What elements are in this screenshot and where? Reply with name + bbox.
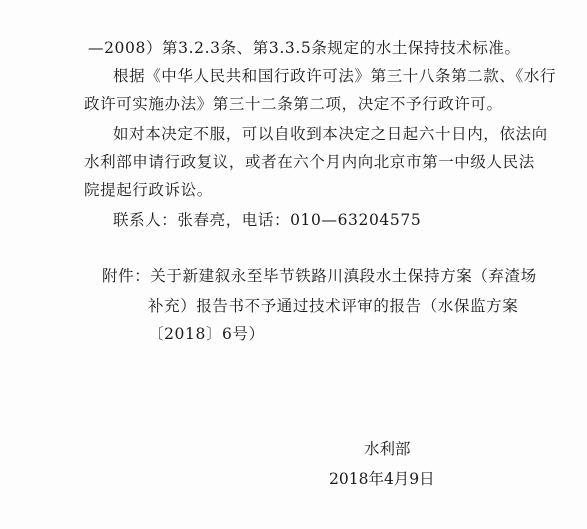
attachment-line-2: 补充）报告书不予通过技术评审的报告（水保监方案 bbox=[148, 297, 519, 315]
attachment-line-3: 〔2018〕6号） bbox=[148, 325, 265, 343]
body-line-6: 院提起行政诉讼。 bbox=[84, 181, 213, 199]
signature-date: 2018年4月9日 bbox=[329, 470, 435, 488]
attachment-line-1: 附件：关于新建叙永至毕节铁路川滇段水土保持方案（弃渣场 bbox=[102, 267, 537, 285]
body-line-2: 根据《中华人民共和国行政许可法》第三十八条第二款、《水行 bbox=[113, 67, 557, 85]
body-line-1: —2008）第3.2.3条、第3.3.5条规定的水土保持技术标准。 bbox=[88, 39, 521, 57]
body-line-3: 政许可实施办法》第三十二条第二项，决定不予行政许可。 bbox=[84, 95, 503, 113]
contact-line: 联系人：张春亮，电话：010—63204575 bbox=[113, 211, 422, 229]
signature-org: 水利部 bbox=[364, 440, 411, 458]
body-line-4: 如对本决定不服，可以自收到本决定之日起六十日内，依法向 bbox=[113, 125, 548, 143]
body-line-5: 水利部申请行政复议，或者在六个月内向北京市第一中级人民法 bbox=[84, 153, 535, 171]
